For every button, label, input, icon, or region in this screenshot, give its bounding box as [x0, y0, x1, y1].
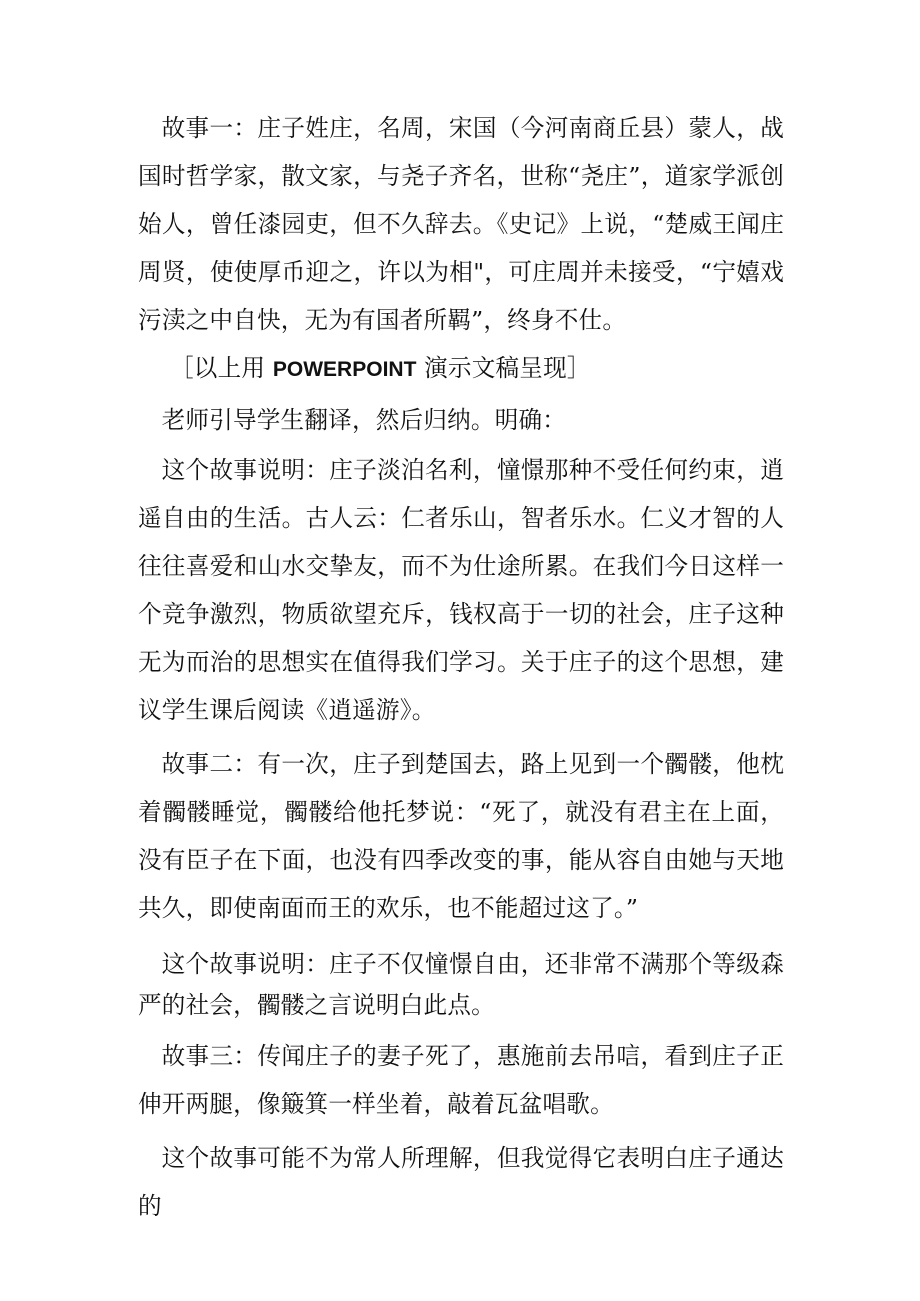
paragraph-story-two: 故事二：有一次，庄子到楚国去，路上见到一个髑髅，他枕着髑髅睡觉，髑髅给他托梦说：“死了，就没有君主在上面，没有臣子在下面，也没有四季改变的事，能从容自由她与天地共久，即使南面而王的欢乐，也不能超过这了。” [138, 750, 784, 922]
paragraph-story-one: 故事一：庄子姓庄，名周，宋国（今河南商丘县）蒙人，战国时哲学家，散文家，与尧子齐名，世称“尧庄”，道家学派创始人，曾任漆园吏，但不久辞去。《史记》上说，“楚威王闻庄周贤，使使厚币迎之，许以为相"，可庄周并未接受，“宁嬉戏污渎之中自快，无为有国者所羁”，终身不仕。 [138, 114, 784, 334]
powerpoint-label: POWERPOINT [272, 358, 417, 381]
document-page [138, 104, 784, 1230]
presentation-note [138, 344, 784, 394]
paragraph-story-one-meaning: 这个故事说明：庄子淡泊名利，憧憬那种不受任何约束，逍遥自由的生活。古人云：仁者乐山，智者乐水。仁义才智的人往往喜爱和山水交挚友，而不为仕途所累。在我们今日这样一个竞争激烈，物质欲望充斥，钱权高于一切的社会，庄子这种无为而治的思想实在值得我们学习。关于庄子的这个思想，建议学生课后阅读《逍遥游》。 [138, 456, 784, 724]
note-open-text: ［以上用 [170, 354, 266, 382]
paragraph-story-two-meaning: 这个故事说明：庄子不仅憧憬自由，还非常不满那个等级森严的社会，髑髅之言说明白此点。 [138, 950, 784, 1019]
paragraph-story-three: 故事三：传闻庄子的妻子死了，惠施前去吊唁，看到庄子正伸开两腿，像簸箕一样坐着，敲着瓦盆唱歌。 [138, 1042, 784, 1118]
paragraph-story-three-meaning: 这个故事可能不为常人所理解，但我觉得它表明白庄子通达的 [138, 1144, 784, 1220]
note-close-text: 演示文稿呈现］ [424, 354, 591, 382]
paragraph-teacher-guide: 老师引导学生翻译，然后归纳。明确： [161, 406, 567, 434]
